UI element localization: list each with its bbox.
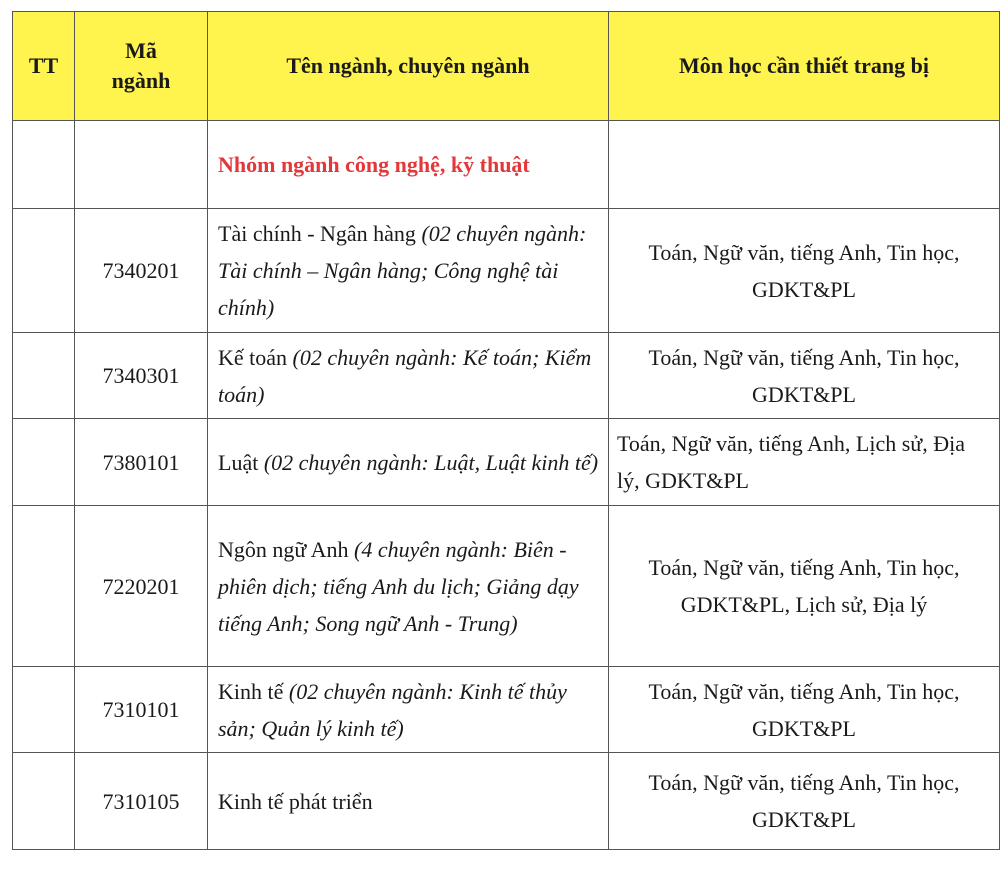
table-row: [13, 506, 1000, 667]
group-title-cell: [208, 121, 609, 209]
row-note: (4 chuyên ngành: Biên - phiên dịch; tiếng Anh du lịch; Giảng dạy tiếng Anh; Song ngữ Anh - Trung): [218, 536, 579, 636]
group-code-cell: [75, 121, 208, 209]
row-note: (02 chuyên ngành: Luật, Luật kinh tế): [263, 449, 599, 475]
header-tt: TT: [13, 12, 75, 121]
header-code-label: Mã ngành: [111, 38, 171, 93]
row-note: (02 chuyên ngành: Kinh tế thủy sản; Quản lý kinh tế): [218, 678, 567, 741]
row-name-cell: [208, 753, 609, 850]
table-row: [13, 753, 1000, 850]
majors-table: [12, 11, 1000, 850]
row-subjects: Toán, Ngữ văn, tiếng Anh, Tin học, GDKT&PL: [609, 753, 1000, 850]
group-row: [13, 121, 1000, 209]
row-tt: [13, 667, 75, 753]
row-tt: [13, 419, 75, 506]
row-name: Luật: [218, 449, 259, 475]
header-code: [75, 12, 208, 121]
row-code: 7340301: [75, 333, 208, 419]
row-subjects: Toán, Ngữ văn, tiếng Anh, Tin học, GDKT&PL: [609, 209, 1000, 333]
row-name: Kinh tế phát triển: [218, 788, 373, 814]
row-name: Kế toán: [218, 344, 288, 370]
table-row: [13, 667, 1000, 753]
row-name-cell: [208, 333, 609, 419]
row-subjects: [609, 419, 1000, 506]
row-tt: [13, 209, 75, 333]
row-name-cell: [208, 506, 609, 667]
row-code: 7310101: [75, 667, 208, 753]
header-row: [13, 12, 1000, 121]
row-code: 7310105: [75, 753, 208, 850]
row-subjects: Toán, Ngữ văn, tiếng Anh, Tin học, GDKT&PL, Lịch sử, Địa lý: [609, 506, 1000, 667]
row-code: 7380101: [75, 419, 208, 506]
row-name-cell: [208, 419, 609, 506]
group-tt-cell: [13, 121, 75, 209]
header-name: Tên ngành, chuyên ngành: [208, 12, 609, 121]
row-code: 7220201: [75, 506, 208, 667]
group-subjects-cell: [609, 121, 1000, 209]
row-subjects-text: Toán, Ngữ văn, tiếng Anh, Lịch sử, Địa lý, GDKT&PL: [617, 431, 965, 493]
group-title: Nhóm ngành công nghệ, kỹ thuật: [218, 152, 530, 177]
row-name-cell: [208, 209, 609, 333]
row-name: Tài chính - Ngân hàng: [218, 221, 416, 246]
row-name: Ngôn ngữ Anh: [218, 536, 349, 562]
row-tt: [13, 753, 75, 850]
row-note: (02 chuyên ngành: Kế toán; Kiểm toán): [218, 344, 592, 407]
row-subjects: Toán, Ngữ văn, tiếng Anh, Tin học, GDKT&PL: [609, 333, 1000, 419]
row-note: (02 chuyên ngành: Tài chính – Ngân hàng; Công nghệ tài chính): [218, 221, 587, 320]
row-subjects: Toán, Ngữ văn, tiếng Anh, Tin học, GDKT&PL: [609, 667, 1000, 753]
row-tt: [13, 333, 75, 419]
row-code: 7340201: [75, 209, 208, 333]
header-subjects: Môn học cần thiết trang bị: [609, 12, 1000, 121]
table-row: [13, 419, 1000, 506]
row-name: Kinh tế: [218, 678, 284, 704]
table-row: [13, 333, 1000, 419]
row-name-cell: [208, 667, 609, 753]
table-row: [13, 209, 1000, 333]
row-tt: [13, 506, 75, 667]
